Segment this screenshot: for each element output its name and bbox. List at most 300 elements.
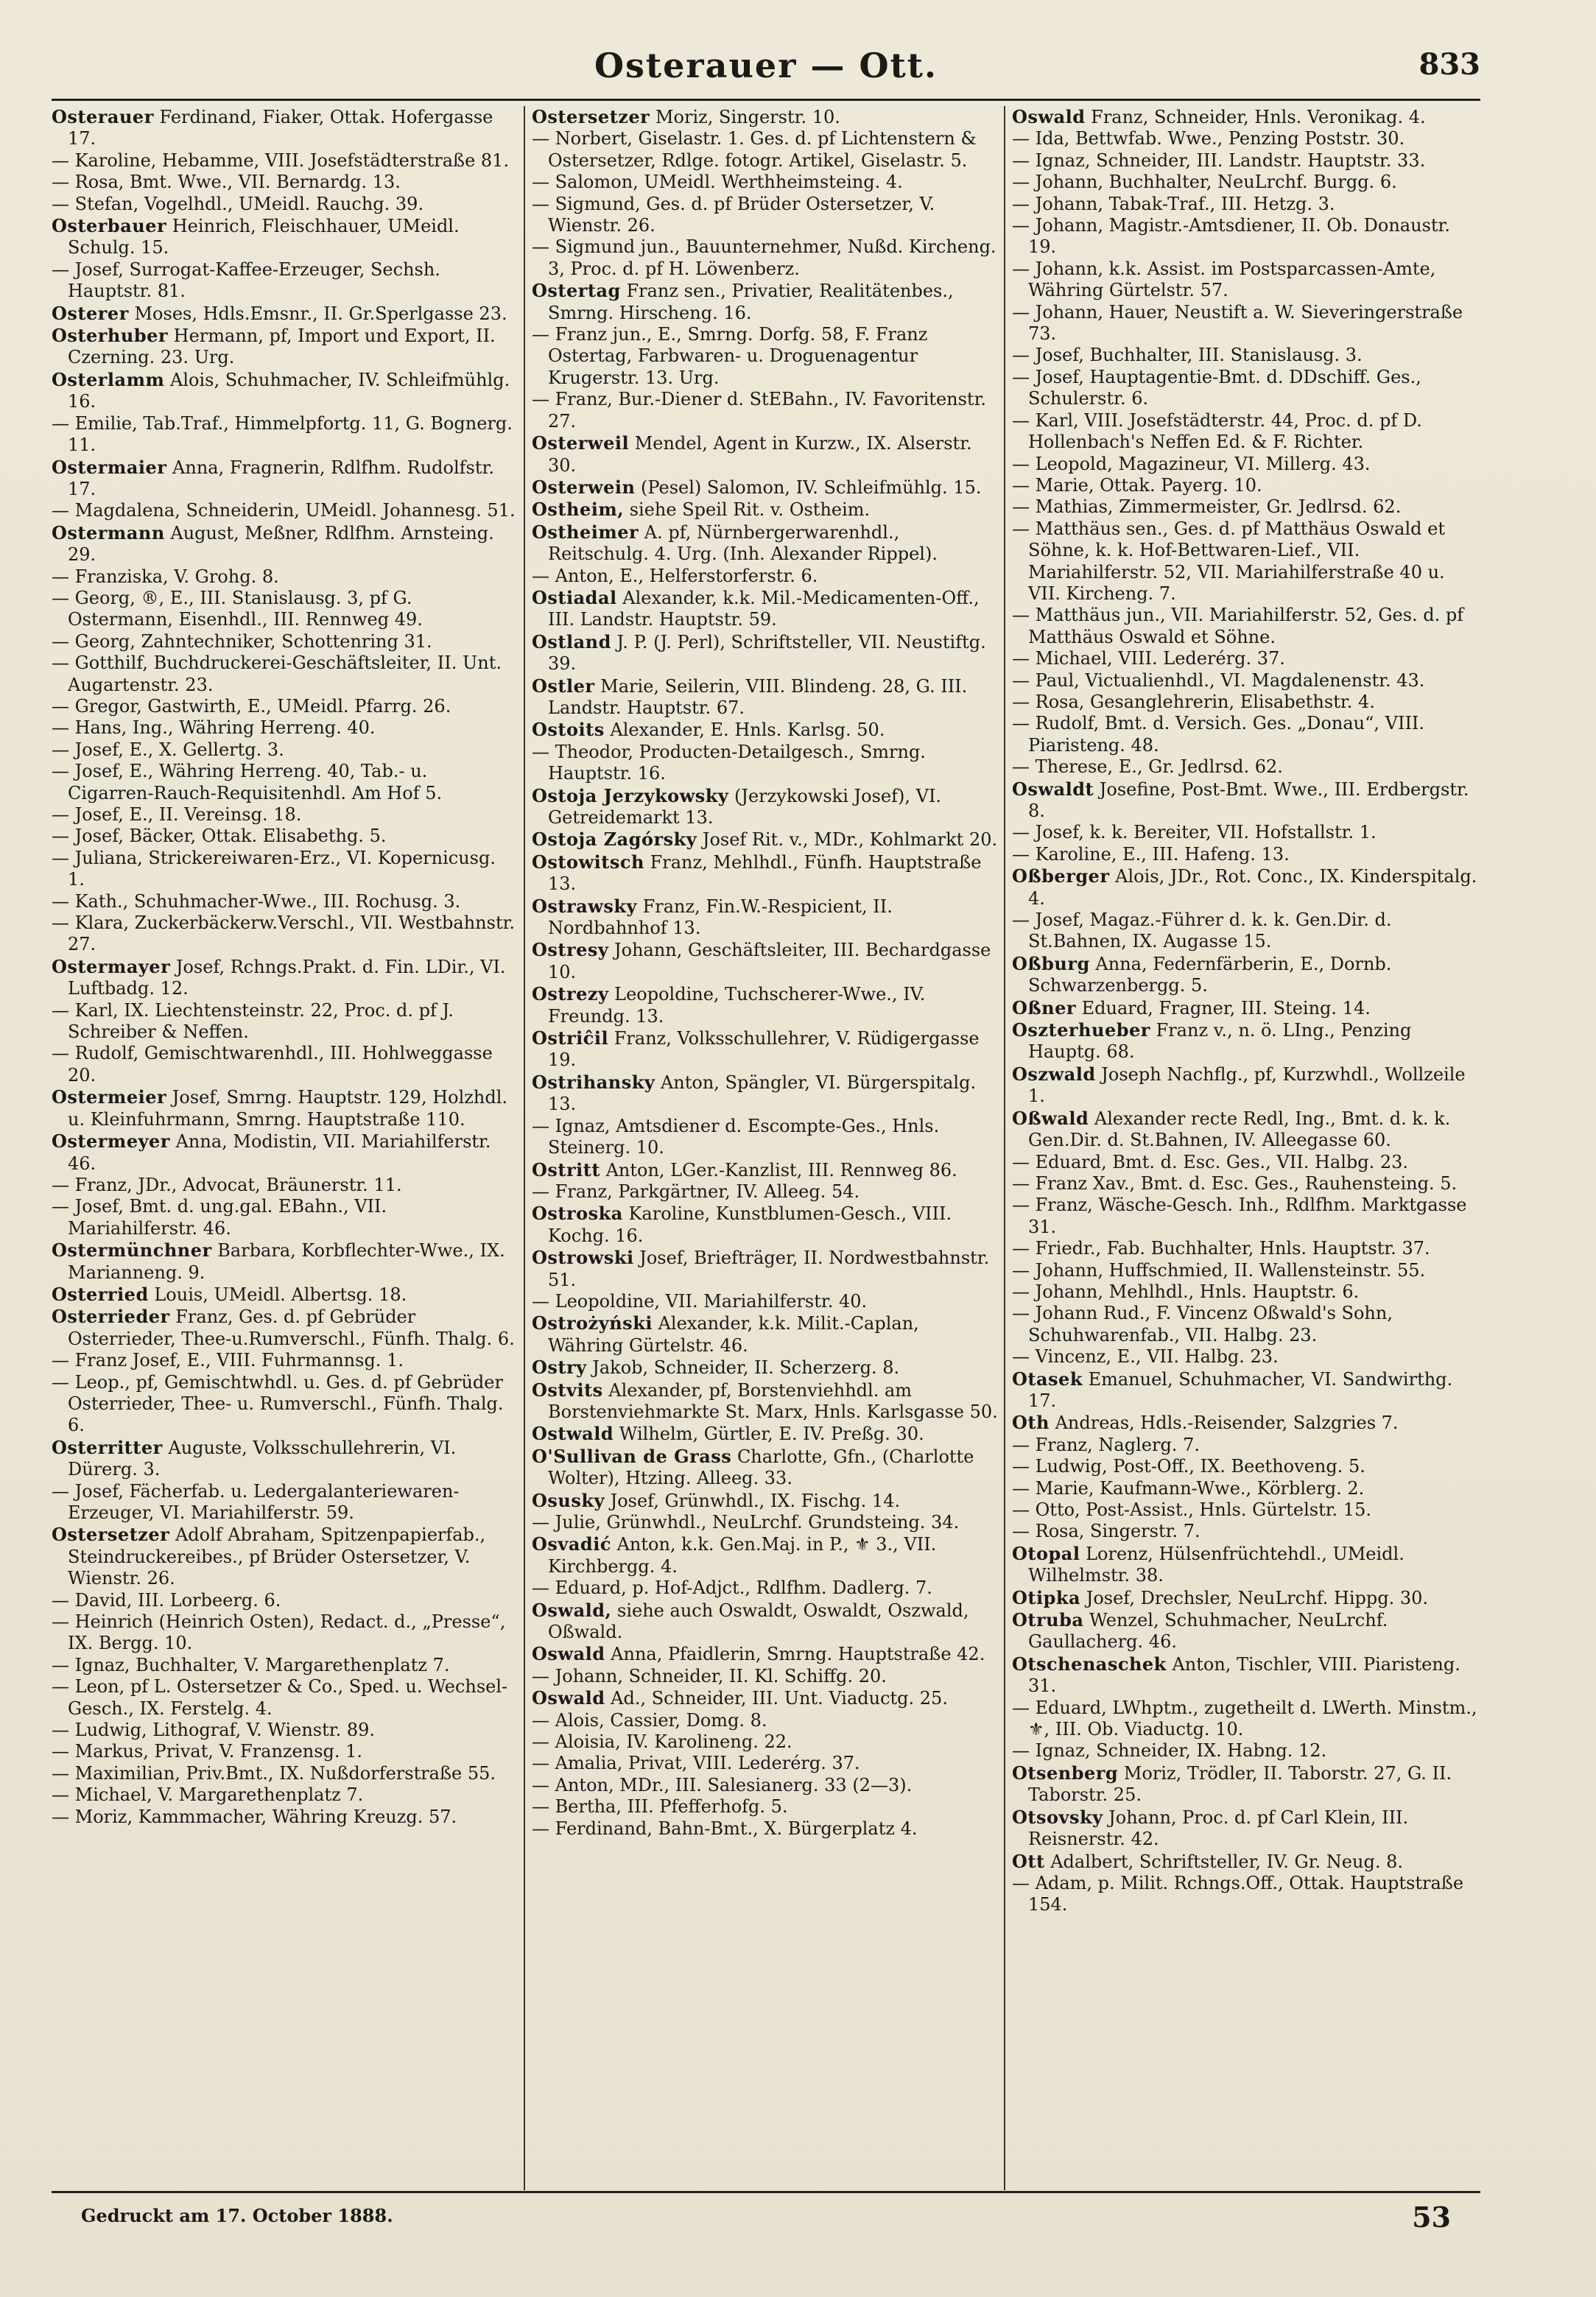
entry-surname: Oßwald — [1012, 1107, 1089, 1129]
entry-details: Josef, Drechsler, NeuLrchf. Hippg. 30. — [1080, 1587, 1429, 1608]
directory-entry — [532, 1731, 998, 1753]
entry-surname: Ostry — [532, 1357, 587, 1379]
directory-entry — [52, 150, 518, 172]
directory-entry — [1012, 1019, 1478, 1063]
directory-entry — [1012, 518, 1478, 605]
entry-surname: O'Sullivan de Grass — [532, 1445, 732, 1467]
entry-details: — Josef, Fächerfab. u. Ledergalanteriewaren-Erzeuger, VI. Mariahilferstr. 59. — [52, 1480, 460, 1523]
entry-details: Moriz, Trödler, II. Taborstr. 27, G. II. Taborstr. 25. — [1028, 1762, 1452, 1806]
entry-details: Wilhelm, Gürtler, E. IV. Preßg. 30. — [614, 1424, 924, 1445]
entry-surname: Osvadić — [532, 1533, 611, 1555]
print-date: Gedruckt am 17. October 1888. — [81, 2205, 393, 2226]
directory-entry — [52, 717, 518, 739]
entry-surname: Ostoja Jerzykowsky — [532, 784, 729, 806]
entry-details: Anton, Spängler, VI. Bürgerspitalg. 13. — [548, 1072, 977, 1115]
entry-surname: Oswald — [1012, 106, 1086, 127]
entry-details: Heinrich, Fleischhauer, UMeidl. Schulg. 15. — [68, 216, 460, 258]
entry-details: — Aloisia, IV. Karolineng. 22. — [532, 1731, 792, 1753]
directory-entry — [1012, 756, 1478, 778]
entry-details: Joseph Nachflg., pf, Kurzwhdl., Wollzeile 1. — [1028, 1063, 1466, 1107]
directory-entry — [1012, 1499, 1478, 1521]
entry-details: Franz, Ges. d. pf Gebrüder Osterrieder, Thee-u.Rumverschl., Fünfh. Thalg. 6. — [68, 1306, 515, 1349]
entry-details: — Sigmund jun., Bauunternehmer, Nußd. Kircheng. 3, Proc. d. pf H. Löwenberz. — [532, 236, 996, 279]
entry-details: — Johann, k.k. Assist. im Postsparcassen-Amte, Währing Gürtelstr. 57. — [1012, 258, 1436, 301]
entry-surname: Ostowitsch — [532, 851, 644, 873]
entry-details: A. pf, Nürnbergerwarenhdl., Reitschulg. 4. Urg. (Inh. Alexander Rippel). — [548, 521, 938, 565]
entry-details: Anna, Federnfärberin, E., Dornb. Schwarzenbergg. 5. — [1028, 953, 1392, 996]
directory-entry — [532, 675, 998, 720]
entry-details: — Franz, JDr., Advocat, Bräunerstr. 11. — [52, 1174, 402, 1195]
entry-details: Adalbert, Schriftsteller, IV. Gr. Neug. 8. — [1044, 1851, 1403, 1872]
entry-details: J. P. (J. Perl), Schriftsteller, VII. Neustiftg. 39. — [548, 631, 986, 675]
directory-entry — [1012, 106, 1478, 128]
directory-entry — [532, 1203, 998, 1247]
directory-entry — [1012, 1346, 1478, 1368]
entry-details: Josef, Rchngs.Prakt. d. Fin. LDir., VI. Luftbadg. 12. — [68, 956, 506, 999]
directory-entry — [1012, 1873, 1478, 1916]
entry-details: — Franz, Wäsche-Gesch. Inh., Rdlfhm. Marktgasse 31. — [1012, 1195, 1467, 1237]
entry-details: Ferdinand, Fiaker, Ottak. Hofergasse 17. — [68, 107, 493, 150]
directory-entry — [1012, 1653, 1478, 1698]
entry-details: Adolf Abraham, Spitzenpapierfab., Steindruckereibes., pf Brüder Ostersetzer, V. Wienstr. 26. — [68, 1524, 486, 1589]
directory-entry — [1012, 1587, 1478, 1609]
directory-entry — [532, 128, 998, 172]
entry-details: — Anton, MDr., III. Salesianerg. 33 (2—3). — [532, 1774, 913, 1795]
entry-details: Josef, Briefträger, II. Nordwestbahnstr. 51. — [548, 1248, 990, 1290]
entry-surname: Osterwein — [532, 476, 636, 498]
entry-details: — Karoline, Hebamme, VIII. Josefstädterstraße 81. — [52, 150, 510, 171]
entry-details: — Leopold, Magazineur, VI. Millerg. 43. — [1012, 453, 1371, 474]
entry-details: — Leopoldine, VII. Mariahilferstr. 40. — [532, 1290, 868, 1312]
directory-entry — [532, 432, 998, 476]
entry-surname: Oßburg — [1012, 952, 1090, 974]
page-title: Osterauer — Ott. — [594, 46, 938, 85]
directory-entry — [52, 194, 518, 215]
entry-details: — Michael, VIII. Lederérg. 37. — [1012, 648, 1285, 669]
directory-entry — [52, 739, 518, 761]
directory-entry — [1012, 1435, 1478, 1456]
entry-surname: Osterauer — [52, 106, 154, 127]
entry-details: Moriz, Singerstr. 10. — [650, 107, 840, 127]
directory-entry — [52, 1350, 518, 1371]
directory-entry — [532, 785, 998, 829]
entry-details: — Franz, Naglerg. 7. — [1012, 1434, 1200, 1455]
column-2 — [532, 106, 998, 2190]
directory-entry — [532, 829, 998, 851]
directory-entry — [52, 696, 518, 717]
entry-surname: Oszwald — [1012, 1063, 1096, 1085]
entry-details: — Johann, Tabak-Traf., III. Hetzg. 3. — [1012, 193, 1335, 214]
entry-details: — Eduard, p. Hof-Adjct., Rdlfhm. Dadlerg. 7. — [532, 1577, 932, 1599]
entry-surname: Osterer — [52, 302, 129, 324]
entry-details: — Moriz, Kammmacher, Währing Kreuzg. 57. — [52, 1806, 457, 1827]
directory-entry — [52, 1130, 518, 1175]
directory-entry — [52, 1284, 518, 1306]
directory-entry — [52, 956, 518, 1000]
entry-details: Alexander, k.k. Milit.-Caplan, Währing Gürtelstr. 46. — [548, 1313, 919, 1356]
directory-entry — [1012, 1195, 1478, 1238]
header-rule — [52, 99, 1480, 101]
entry-surname: Otsovsky — [1012, 1806, 1103, 1828]
entry-details: — Franz, Bur.-Diener d. StEBahn., IV. Favoritenstr. 27. — [532, 389, 987, 432]
directory-entry — [52, 1372, 518, 1437]
directory-entry — [1012, 172, 1478, 193]
entry-surname: Ostermann — [52, 521, 165, 544]
entry-surname: Ostoja Zagórsky — [532, 829, 697, 851]
directory-entry — [52, 215, 518, 259]
directory-entry — [52, 891, 518, 912]
directory-entry — [532, 1687, 998, 1709]
entry-details: — Johann, Huffschmied, II. Wallensteinstr. 55. — [1012, 1259, 1426, 1281]
entry-details: — Vincenz, E., VII. Halbg. 23. — [1012, 1346, 1279, 1368]
directory-entry — [52, 588, 518, 631]
entry-surname: Otipka — [1012, 1586, 1081, 1608]
entry-details: Alexander, pf, Borstenviehhdl. am Borstenviehmarkte St. Marx, Hnls. Karlsgasse 50. — [548, 1379, 998, 1422]
directory-entry — [1012, 1851, 1478, 1873]
entry-details: Johann, Proc. d. pf Carl Klein, III. Reisnerstr. 42. — [1028, 1807, 1409, 1850]
entry-details: Alois, JDr., Rot. Conc., IX. Kinderspitalg. 4. — [1028, 866, 1477, 909]
entry-surname: Ostrowski — [532, 1247, 634, 1269]
directory-entry — [532, 851, 998, 896]
entry-details: — Franz, Parkgärtner, IV. Alleeg. 54. — [532, 1181, 860, 1202]
directory-entry — [1012, 150, 1478, 172]
directory-entry — [532, 1446, 998, 1490]
directory-entry — [1012, 367, 1478, 410]
directory-entry — [52, 369, 518, 413]
entry-surname: Ostland — [532, 630, 611, 652]
directory-entry — [532, 106, 998, 128]
entry-surname: Ostresy — [532, 939, 609, 961]
entry-details: — Ferdinand, Bahn-Bmt., X. Bürgerplatz 4. — [532, 1818, 918, 1839]
entry-details: Eduard, Fragner, III. Steing. 14. — [1076, 997, 1371, 1019]
directory-entry — [1012, 410, 1478, 454]
entry-details: — Rosa, Bmt. Wwe., VII. Bernardg. 13. — [52, 172, 401, 193]
entry-details: Wenzel, Schuhmacher, NeuLrchf. Gaullacherg. 46. — [1028, 1610, 1388, 1653]
entry-details: — Markus, Privat, V. Franzensg. 1. — [52, 1741, 363, 1762]
entry-surname: Oszterhueber — [1012, 1019, 1150, 1041]
directory-entry — [532, 1072, 998, 1116]
entry-details: Franz, Fin.W.-Respicient, II. Nordbahnhof 13. — [548, 896, 893, 939]
directory-entry — [52, 106, 518, 150]
entry-details: Franz, Mehlhdl., Fünfh. Hauptstraße 13. — [548, 851, 982, 895]
directory-entry — [532, 172, 998, 193]
directory-entry — [1012, 345, 1478, 366]
entry-details: — Matthäus sen., Ges. d. pf Matthäus Oswald et Söhne, k. k. Hof-Bettwaren-Lief., VII. Mariahilferstr. 52, VII. Mariahilferstraße 40 u. VII. Kircheng. 7. — [1012, 518, 1445, 604]
directory-entry — [1012, 1260, 1478, 1281]
directory-entry — [532, 1312, 998, 1357]
directory-entry — [1012, 496, 1478, 518]
entry-details: Josef Rit. v., MDr., Kohlmarkt 20. — [697, 829, 998, 851]
entry-details: Marie, Seilerin, VIII. Blindeng. 28, G. III. Landstr. Hauptstr. 67. — [548, 675, 968, 718]
directory-entry — [1012, 1063, 1478, 1108]
entry-surname: Osterritter — [52, 1436, 163, 1458]
entry-details: Hermann, pf, Import und Export, II. Czerning. 23. Urg. — [68, 326, 496, 368]
directory-entry — [532, 1159, 998, 1181]
directory-entry — [52, 1043, 518, 1086]
directory-entry — [1012, 128, 1478, 150]
entry-surname: Ostler — [532, 675, 595, 697]
entry-details: — Josef, E., II. Vereinsg. 18. — [52, 804, 302, 825]
entry-details: Andreas, Hdls.-Reisender, Salzgries 7. — [1049, 1413, 1399, 1434]
entry-details: — Emilie, Tab.Traf., Himmelpfortg. 11, G. Bognerg. 11. — [52, 412, 513, 456]
entry-details: — Anton, E., Helferstorferstr. 6. — [532, 565, 818, 586]
entry-details: — Johann, Mehlhdl., Hnls. Hauptstr. 6. — [1012, 1281, 1360, 1302]
entry-details: Ad., Schneider, III. Unt. Viaductg. 25. — [605, 1688, 948, 1709]
entry-details: Moses, Hdls.Emsnr., II. Gr.Sperlgasse 23. — [128, 303, 507, 324]
column-1 — [52, 106, 518, 2190]
entry-details: Anton, k.k. Gen.Maj. in P., ⚜ 3., VII. Kirchbergg. 4. — [548, 1534, 937, 1577]
entry-surname: Osterweil — [532, 432, 630, 454]
directory-entry — [52, 804, 518, 826]
entry-details: Josefine, Post-Bmt. Wwe., III. Erdbergstr. 8. — [1028, 778, 1469, 821]
entry-details: August, Meßner, Rdlfhm. Arnsteing. 29. — [68, 522, 494, 566]
directory-entry — [52, 1175, 518, 1196]
entry-surname: Ostermünchner — [52, 1239, 212, 1262]
directory-entry — [532, 476, 998, 499]
entry-details: — Rudolf, Bmt. d. Versich. Ges. „Donau“, VIII. Piaristeng. 48. — [1012, 713, 1425, 756]
directory-entry — [1012, 1152, 1478, 1173]
directory-entry — [532, 1666, 998, 1687]
entry-details: — Franz Xav., Bmt. d. Esc. Ges., Rauhensteing. 5. — [1012, 1172, 1458, 1194]
column-divider — [1004, 106, 1005, 2190]
entry-details: — Franziska, V. Grohg. 8. — [52, 566, 279, 587]
directory-entry — [1012, 1173, 1478, 1195]
entry-details: (Pesel) Salomon, IV. Schleifmühlg. 15. — [635, 476, 982, 498]
entry-details: Josef, Grünwhdl., IX. Fischg. 14. — [604, 1490, 901, 1511]
directory-entry — [52, 457, 518, 501]
entry-details: — Ignaz, Buchhalter, V. Margarethenplatz 7. — [52, 1654, 450, 1675]
entry-details: — Gotthilf, Buchdruckerei-Geschäftsleiter, II. Unt. Augartenstr. 23. — [52, 652, 502, 695]
directory-entry — [1012, 1807, 1478, 1851]
entry-surname: Otopal — [1012, 1542, 1080, 1564]
directory-entry — [532, 324, 998, 389]
entry-surname: Osterhuber — [52, 325, 169, 347]
footer-rule — [52, 2191, 1480, 2193]
entry-details: Jakob, Schneider, II. Scherzerg. 8. — [586, 1357, 900, 1379]
entry-surname: Otsenberg — [1012, 1762, 1119, 1784]
entry-details: — Juliana, Strickereiwaren-Erz., VI. Kopernicusg. 1. — [52, 847, 496, 890]
entry-details: Franz, Schneider, Hnls. Veronikag. 4. — [1085, 107, 1426, 127]
directory-entry — [532, 1116, 998, 1159]
directory-entry — [1012, 1609, 1478, 1653]
entry-details: — Bertha, III. Pfefferhofg. 5. — [532, 1796, 788, 1818]
entry-details: Emanuel, Schuhmacher, VI. Sandwirthg. 17. — [1028, 1368, 1453, 1411]
directory-entry — [52, 1763, 518, 1784]
entry-details: — Leon, pf L. Ostersetzer & Co., Sped. u. Wechsel-Gesch., IX. Ferstelg. 4. — [52, 1676, 508, 1719]
directory-entry — [52, 1784, 518, 1806]
entry-details: — Stefan, Vogelhdl., UMeidl. Rauchg. 39. — [52, 193, 424, 214]
entry-details: Leopoldine, Tuchscherer-Wwe., IV. Freundg. 13. — [548, 984, 926, 1027]
directory-entry — [1012, 997, 1478, 1019]
column-3 — [1012, 106, 1478, 2190]
directory-columns — [52, 106, 1480, 2190]
entry-surname: Ostwald — [532, 1423, 614, 1445]
directory-entry — [1012, 778, 1478, 823]
directory-entry — [52, 1676, 518, 1720]
directory-entry — [1012, 692, 1478, 713]
directory-entry — [52, 1720, 518, 1741]
directory-entry — [532, 1818, 998, 1840]
directory-entry — [1012, 194, 1478, 215]
directory-entry — [1012, 1238, 1478, 1259]
entry-surname: Ostritt — [532, 1158, 600, 1181]
directory-entry — [532, 389, 998, 432]
entry-details: — Adam, p. Milit. Rchngs.Off., Ottak. Hauptstraße 154. — [1012, 1872, 1464, 1916]
directory-entry — [52, 652, 518, 696]
directory-entry — [52, 1590, 518, 1611]
directory-entry — [532, 1181, 998, 1203]
directory-entry — [1012, 670, 1478, 692]
directory-entry — [52, 566, 518, 588]
entry-details: — Marie, Kaufmann-Wwe., Körblerg. 2. — [1012, 1477, 1365, 1499]
entry-surname: Ostermeier — [52, 1086, 167, 1108]
entry-details: — Amalia, Privat, VIII. Lederérg. 37. — [532, 1753, 860, 1774]
directory-entry — [1012, 648, 1478, 669]
entry-surname: Otasek — [1012, 1368, 1083, 1390]
directory-entry — [532, 1247, 998, 1291]
directory-entry — [52, 413, 518, 457]
directory-entry — [52, 761, 518, 804]
directory-entry — [532, 631, 998, 675]
entry-details: siehe auch Oswaldt, Oswaldt, Oszwald, Oßwald. — [548, 1600, 969, 1643]
entry-surname: Oßberger — [1012, 865, 1110, 887]
directory-entry — [52, 1611, 518, 1655]
entry-surname: Oßner — [1012, 996, 1077, 1019]
entry-surname: Ott — [1012, 1850, 1045, 1872]
directory-entry — [532, 1379, 998, 1424]
entry-details: — Georg, ®, E., III. Stanislausg. 3, pf G. Ostermann, Eisenhdl., III. Rennweg 49. — [52, 587, 423, 630]
directory-entry — [532, 587, 998, 631]
entry-details: Franz v., n. ö. LIng., Penzing Hauptg. 68. — [1028, 1020, 1412, 1063]
directory-entry — [52, 1196, 518, 1239]
entry-surname: Ostermeyer — [52, 1130, 170, 1153]
entry-surname: Ostiadal — [532, 586, 617, 608]
directory-entry — [532, 1533, 998, 1577]
entry-details: — Josef, Bmt. d. ung.gal. EBahn., VII. Mariahilferstr. 46. — [52, 1196, 387, 1239]
entry-details: — Salomon, UMeidl. Werthheimsteing. 4. — [532, 172, 903, 193]
entry-surname: Ostheimer — [532, 521, 639, 543]
entry-details: — Josef, Buchhalter, III. Stanislausg. 3. — [1012, 345, 1363, 366]
directory-entry — [532, 280, 998, 324]
entry-details: — Ignaz, Schneider, IX. Habng. 12. — [1012, 1740, 1327, 1762]
entry-details: — Theodor, Producten-Detailgesch., Smrng. Hauptstr. 16. — [532, 741, 926, 784]
page-footer — [81, 2201, 1480, 2245]
directory-entry — [52, 259, 518, 303]
entry-details: — Sigmund, Ges. d. pf Brüder Ostersetzer, V. Wienstr. 26. — [532, 193, 935, 236]
directory-entry — [1012, 215, 1478, 258]
directory-entry — [532, 1643, 998, 1665]
directory-entry — [1012, 1698, 1478, 1741]
entry-details: Anna, Modistin, VII. Mariahilferstr. 46. — [68, 1131, 491, 1174]
directory-entry — [52, 1807, 518, 1828]
entry-details: Franz sen., Privatier, Realitätenbes., Smrng. Hirscheng. 16. — [548, 281, 954, 323]
entry-details: — Rosa, Singerstr. 7. — [1012, 1521, 1200, 1542]
entry-details: — Kath., Schuhmacher-Wwe., III. Rochusg. 3. — [52, 890, 461, 912]
directory-entry — [52, 1000, 518, 1044]
entry-surname: Otschenaschek — [1012, 1653, 1167, 1675]
page-number: 833 — [1419, 47, 1480, 82]
entry-details: — Alois, Cassier, Domg. 8. — [532, 1709, 767, 1731]
directory-entry — [1012, 910, 1478, 953]
entry-details: — Magdalena, Schneiderin, UMeidl. Johannesg. 51. — [52, 500, 516, 521]
entry-details: — Norbert, Giselastr. 1. Ges. d. pf Lichtenstern & Ostersetzer, Rdlge. fotogr. Artikel, Giselastr. 5. — [532, 128, 977, 171]
entry-details: Auguste, Volksschullehrerin, VI. Dürerg. 3. — [68, 1437, 457, 1480]
directory-entry — [52, 172, 518, 193]
entry-details: Lorenz, Hülsenfrüchtehdl., UMeidl. Wilhelmstr. 38. — [1028, 1543, 1405, 1586]
entry-details: — Johann, Magistr.-Amtsdiener, II. Ob. Donaustr. 19. — [1012, 215, 1450, 258]
entry-details: — Ignaz, Amtsdiener d. Escompte-Ges., Hnls. Steinerg. 10. — [532, 1115, 940, 1158]
directory-entry — [1012, 302, 1478, 345]
entry-details: — Johann, Buchhalter, NeuLrchf. Burgg. 6. — [1012, 172, 1397, 193]
directory-entry — [532, 1357, 998, 1379]
entry-surname: Osterbauer — [52, 215, 167, 237]
entry-details: — Johann, Hauer, Neustift a. W. Sieveringerstraße 73. — [1012, 301, 1463, 345]
directory-entry — [1012, 1368, 1478, 1413]
directory-entry — [1012, 1478, 1478, 1499]
directory-entry — [1012, 1521, 1478, 1542]
directory-entry — [532, 1577, 998, 1599]
directory-entry — [532, 1291, 998, 1312]
entry-details: Anton, LGer.-Kanzlist, III. Rennweg 86. — [600, 1159, 957, 1181]
directory-entry — [52, 1741, 518, 1762]
directory-entry — [52, 522, 518, 566]
entry-details: — Friedr., Fab. Buchhalter, Hnls. Hauptstr. 37. — [1012, 1238, 1430, 1259]
entry-details: — Mathias, Zimmermeister, Gr. Jedlrsd. 62. — [1012, 496, 1402, 518]
column-divider — [524, 106, 525, 2190]
entry-details: — Josef, Surrogat-Kaffee-Erzeuger, Sechsh. Hauptstr. 81. — [52, 258, 440, 302]
sheet-number: 53 — [1412, 2201, 1451, 2234]
entry-details: — Therese, E., Gr. Jedlrsd. 62. — [1012, 756, 1283, 778]
entry-details: — Hans, Ing., Währing Herreng. 40. — [52, 717, 376, 739]
directory-entry — [1012, 865, 1478, 910]
directory-entry — [532, 1027, 998, 1072]
directory-entry — [52, 325, 518, 369]
entry-details: siehe Speil Rit. v. Ostheim. — [624, 499, 871, 521]
entry-details: Charlotte, Gfn., (Charlotte Wolter), Htzing. Alleeg. 33. — [548, 1446, 974, 1489]
directory-entry — [532, 983, 998, 1027]
entry-details: — Josef, E., Währing Herreng. 40, Tab.- u. Cigarren-Rauch-Requisitenhdl. Am Hof 5. — [52, 761, 443, 803]
directory-entry — [1012, 1456, 1478, 1477]
entry-details: Anna, Pfaidlerin, Smrng. Hauptstraße 42. — [605, 1644, 985, 1665]
entry-details: — Matthäus jun., VII. Mariahilferstr. 52, Ges. d. pf Matthäus Oswald et Söhne. — [1012, 605, 1464, 647]
directory-entry — [52, 1481, 518, 1524]
entry-surname: Ostrawsky — [532, 895, 637, 917]
directory-entry — [52, 500, 518, 521]
directory-entry — [532, 719, 998, 741]
entry-details: — Josef, E., X. Gellertg. 3. — [52, 739, 284, 760]
entry-details: — Josef, Magaz.-Führer d. k. k. Gen.Dir. d. St.Bahnen, IX. Augasse 15. — [1012, 910, 1392, 952]
directory-entry — [532, 742, 998, 785]
entry-details: Louis, UMeidl. Albertsg. 18. — [148, 1284, 407, 1305]
entry-details: — Ludwig, Lithograf, V. Wienstr. 89. — [52, 1720, 376, 1741]
directory-entry — [52, 1524, 518, 1589]
entry-surname: Ostrihansky — [532, 1071, 655, 1093]
entry-details: Barbara, Korbflechter-Wwe., IX. Marianneng. 9. — [68, 1240, 505, 1283]
entry-details: (Jerzykowski Josef), VI. Getreidemarkt 13. — [548, 785, 942, 828]
directory-entry — [1012, 1740, 1478, 1762]
directory-entry — [532, 1796, 998, 1818]
page-header — [52, 43, 1480, 94]
entry-surname: Ostoits — [532, 719, 605, 741]
entry-details: — Rosa, Gesanglehrerin, Elisabethstr. 4. — [1012, 691, 1375, 712]
entry-surname: Ostermaier — [52, 456, 167, 478]
entry-details: Alexander, k.k. Mil.-Medicamenten-Off., III. Landstr. Hauptstr. 59. — [548, 587, 980, 630]
entry-details: — Josef, k. k. Bereiter, VII. Hofstallstr. 1. — [1012, 822, 1377, 843]
directory-entry — [52, 912, 518, 956]
directory-entry — [1012, 953, 1478, 997]
entry-details: — Rudolf, Gemischtwarenhdl., III. Hohlweggasse 20. — [52, 1043, 493, 1086]
entry-details: Karoline, Kunstblumen-Gesch., VIII. Kochg. 16. — [548, 1203, 952, 1246]
